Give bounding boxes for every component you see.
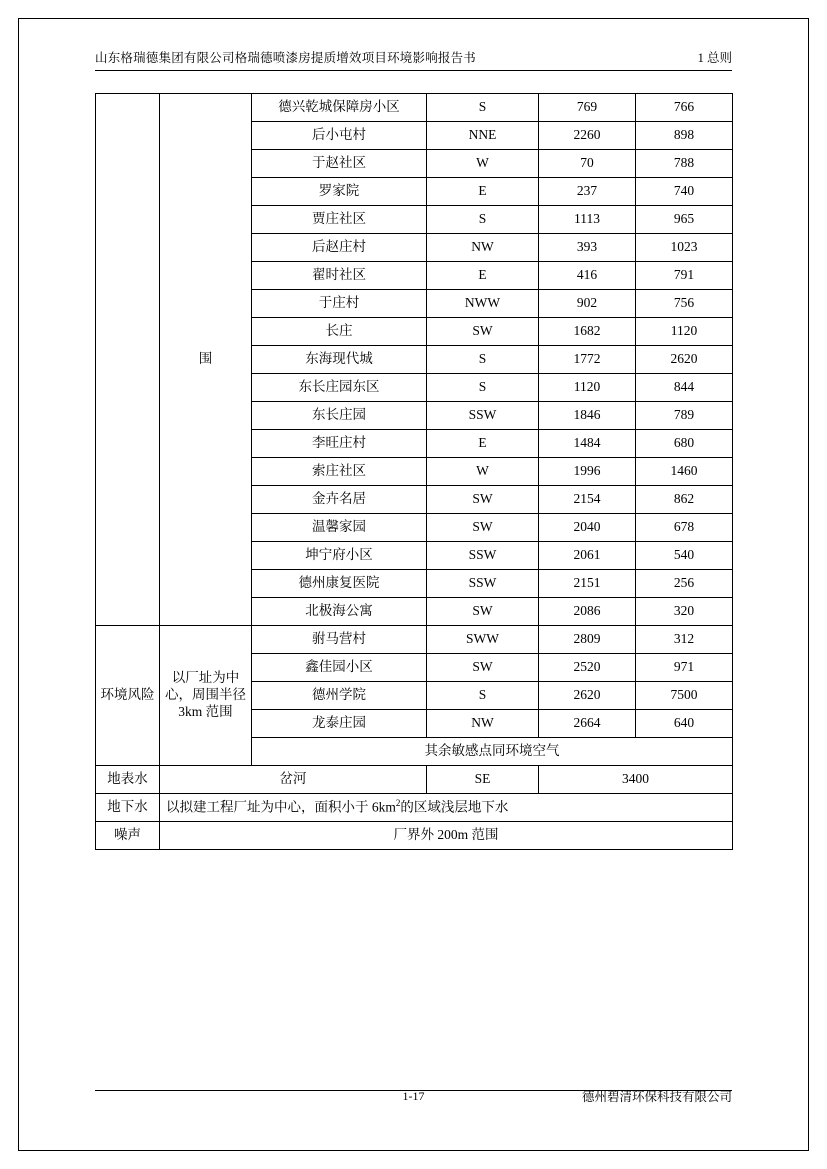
target-direction: SW: [427, 514, 539, 542]
target-name: 坤宁府小区: [252, 542, 427, 570]
target-distance: 1120: [539, 374, 636, 402]
target-direction: W: [427, 458, 539, 486]
target-direction: E: [427, 262, 539, 290]
target-value: 680: [636, 430, 733, 458]
table-row: [96, 626, 733, 654]
target-distance: 237: [539, 178, 636, 206]
target-value: 789: [636, 402, 733, 430]
air-scope-cell: 围: [160, 94, 252, 626]
table-row: [96, 822, 733, 850]
target-direction: E: [427, 178, 539, 206]
target-distance: 1996: [539, 458, 636, 486]
target-distance: 1682: [539, 318, 636, 346]
target-value: 2620: [636, 346, 733, 374]
surface-water-distance: 3400: [539, 766, 733, 794]
table-row: [96, 94, 733, 122]
target-value: 791: [636, 262, 733, 290]
noise-label: 噪声: [96, 822, 160, 850]
sensitive-targets-table: [95, 93, 733, 850]
target-distance: 902: [539, 290, 636, 318]
surface-water-name: 岔河: [160, 766, 427, 794]
target-direction: S: [427, 206, 539, 234]
target-direction: S: [427, 94, 539, 122]
target-name: 索庄社区: [252, 458, 427, 486]
footer-page-number: 1-17: [402, 1088, 425, 1103]
target-distance: 2809: [539, 626, 636, 654]
target-direction: S: [427, 346, 539, 374]
surface-water-label: 地表水: [96, 766, 160, 794]
target-value: 1023: [636, 234, 733, 262]
target-name: 于赵社区: [252, 150, 427, 178]
target-name: 德州康复医院: [252, 570, 427, 598]
target-value: 540: [636, 542, 733, 570]
target-value: 1460: [636, 458, 733, 486]
target-name: 鑫佳园小区: [252, 654, 427, 682]
target-name: 长庄: [252, 318, 427, 346]
target-name: 金卉名居: [252, 486, 427, 514]
target-distance: 1113: [539, 206, 636, 234]
target-distance: 2520: [539, 654, 636, 682]
target-direction: NWW: [427, 290, 539, 318]
target-value: 678: [636, 514, 733, 542]
target-distance: 1484: [539, 430, 636, 458]
target-distance: 393: [539, 234, 636, 262]
target-name: 东长庄园: [252, 402, 427, 430]
ground-water-text-after: 的区域浅层地下水: [400, 799, 509, 815]
target-value: 766: [636, 94, 733, 122]
target-distance: 1846: [539, 402, 636, 430]
target-value: 971: [636, 654, 733, 682]
header-section: 1 总则: [697, 51, 732, 65]
target-direction: S: [427, 374, 539, 402]
ground-water-superscript: 2: [395, 798, 401, 809]
target-distance: 2620: [539, 682, 636, 710]
target-value: 965: [636, 206, 733, 234]
target-distance: 769: [539, 94, 636, 122]
target-value: 756: [636, 290, 733, 318]
target-distance: 70: [539, 150, 636, 178]
surface-water-direction: SE: [427, 766, 539, 794]
target-name: 德兴乾城保障房小区: [252, 94, 427, 122]
ground-water-label: 地下水: [96, 794, 160, 822]
target-direction: SSW: [427, 402, 539, 430]
footer-company: 德州碧清环保科技有限公司: [581, 1090, 732, 1104]
target-direction: SW: [427, 486, 539, 514]
ground-water-text-before: 以拟建工程厂址为中心，面积小于 6km: [166, 799, 396, 815]
page-content: [95, 48, 732, 850]
target-direction: W: [427, 150, 539, 178]
target-direction: NW: [427, 710, 539, 738]
target-name: 北极海公寓: [252, 598, 427, 626]
target-direction: NW: [427, 234, 539, 262]
risk-note: 其余敏感点同环境空气: [252, 738, 733, 766]
target-value: 788: [636, 150, 733, 178]
target-name: 翟时社区: [252, 262, 427, 290]
table-row: [96, 766, 733, 794]
target-distance: 2040: [539, 514, 636, 542]
target-value: 862: [636, 486, 733, 514]
target-value: 320: [636, 598, 733, 626]
target-distance: 2061: [539, 542, 636, 570]
target-direction: E: [427, 430, 539, 458]
ground-water-text: [160, 794, 733, 822]
target-name: 龙泰庄园: [252, 710, 427, 738]
target-value: 640: [636, 710, 733, 738]
target-name: 李旺庄村: [252, 430, 427, 458]
target-name: 德州学院: [252, 682, 427, 710]
target-name: 温馨家园: [252, 514, 427, 542]
target-name: 后小屯村: [252, 122, 427, 150]
target-value: 844: [636, 374, 733, 402]
target-name: 罗家院: [252, 178, 427, 206]
target-value: 312: [636, 626, 733, 654]
risk-scope-cell: 以厂址为中心，周围半径3km 范围: [160, 626, 252, 766]
noise-text: 厂界外 200m 范围: [160, 822, 733, 850]
target-direction: SW: [427, 598, 539, 626]
target-direction: SW: [427, 654, 539, 682]
target-name: 东海现代城: [252, 346, 427, 374]
risk-label-cell: 环境风险: [96, 626, 160, 766]
target-name: 于庄村: [252, 290, 427, 318]
target-distance: 2664: [539, 710, 636, 738]
target-distance: 2151: [539, 570, 636, 598]
target-value: 898: [636, 122, 733, 150]
target-distance: 2154: [539, 486, 636, 514]
target-distance: 416: [539, 262, 636, 290]
header-title: 山东格瑞德集团有限公司格瑞德喷漆房提质增效项目环境影响报告书: [95, 51, 477, 65]
target-direction: SSW: [427, 542, 539, 570]
target-name: 东长庄园东区: [252, 374, 427, 402]
target-name: 驸马营村: [252, 626, 427, 654]
target-direction: NNE: [427, 122, 539, 150]
target-value: 7500: [636, 682, 733, 710]
page-footer: [95, 1088, 732, 1104]
target-value: 1120: [636, 318, 733, 346]
target-direction: SW: [427, 318, 539, 346]
target-distance: 1772: [539, 346, 636, 374]
target-distance: 2086: [539, 598, 636, 626]
target-direction: S: [427, 682, 539, 710]
target-value: 256: [636, 570, 733, 598]
air-group-label-cell: [96, 94, 160, 626]
target-name: 后赵庄村: [252, 234, 427, 262]
page-header: [95, 48, 732, 71]
target-value: 740: [636, 178, 733, 206]
table-row: [96, 794, 733, 822]
target-direction: SWW: [427, 626, 539, 654]
target-distance: 2260: [539, 122, 636, 150]
target-direction: SSW: [427, 570, 539, 598]
target-name: 贾庄社区: [252, 206, 427, 234]
